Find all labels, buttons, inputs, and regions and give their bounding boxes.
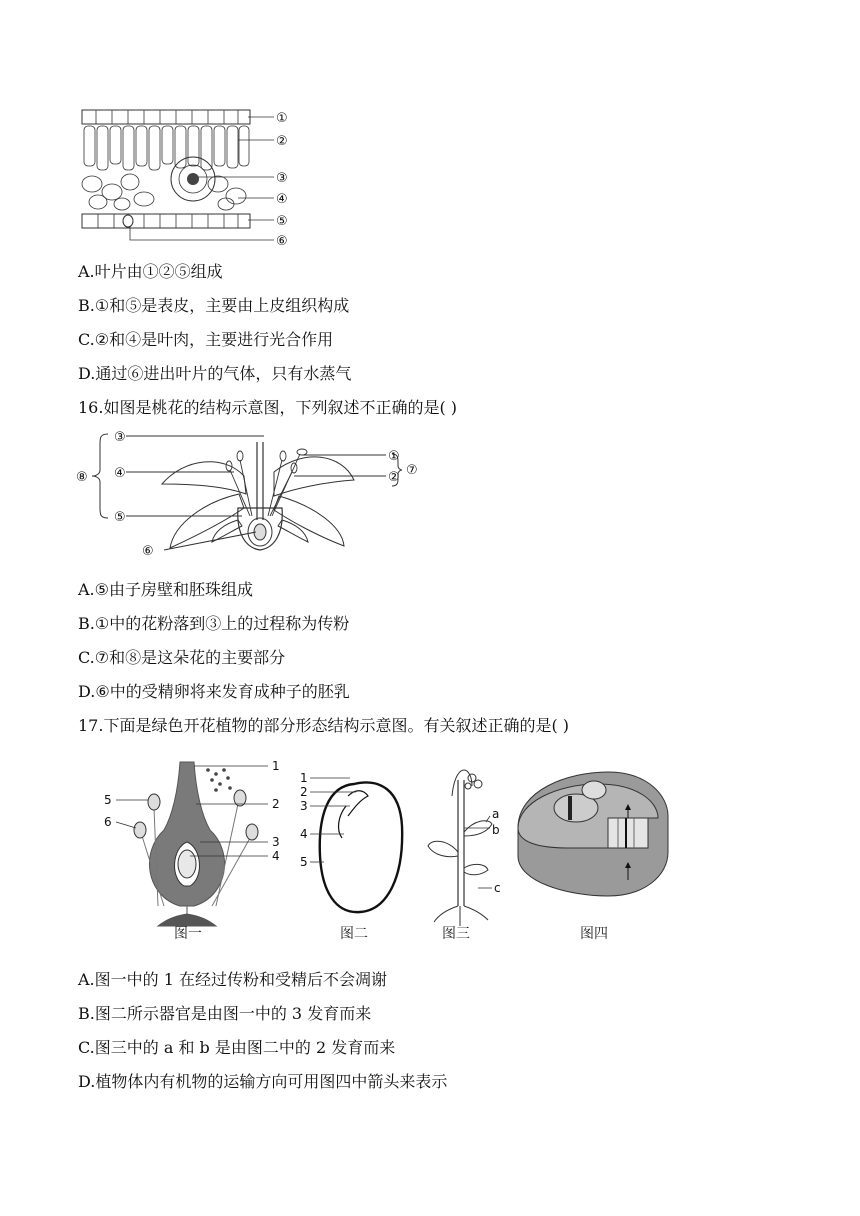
fig3-label-c: c: [494, 881, 501, 895]
fig1-label-3: 3: [272, 835, 280, 849]
q17-option-a: A.图一中的 1 在经过传粉和受精后不会凋谢: [78, 970, 387, 989]
fig4-stem-cutaway: [518, 772, 668, 896]
flower-label-8: ⑧: [76, 470, 88, 485]
q17-option-b: B.图二所示器官是由图一中的 3 发育而来: [78, 1004, 372, 1023]
q16-stem: 16.如图是桃花的结构示意图，下列叙述不正确的是( ): [78, 398, 458, 417]
leaf-label-1: ①: [276, 111, 288, 126]
q16-option-d: D.⑥中的受精卵将来发育成种子的胚乳: [78, 682, 350, 701]
leaf-label-6: ⑥: [276, 234, 288, 249]
flower-label-2: ②: [388, 470, 400, 485]
peach-flower-figure: [74, 424, 444, 566]
fig3-label-a: a: [492, 807, 500, 821]
fig4-caption: 图四: [580, 926, 608, 942]
fig1-label-4: 4: [272, 849, 280, 863]
fig2-caption: 图二: [340, 926, 368, 942]
q16-option-b: B.①中的花粉落到③上的过程称为传粉: [78, 614, 350, 633]
fig2-label-2: 2: [300, 785, 308, 799]
fig2-label-3: 3: [300, 799, 308, 813]
fig1-label-1: 1: [272, 759, 280, 773]
fig1-caption: 图一: [174, 926, 202, 942]
q15-option-d: D.通过⑥进出叶片的气体，只有水蒸气: [78, 364, 352, 383]
flower-label-3: ③: [114, 430, 126, 445]
q15-option-c: C.②和④是叶肉，主要进行光合作用: [78, 330, 334, 349]
fig2-label-5: 5: [300, 855, 308, 869]
fig2-label-4: 4: [300, 827, 308, 841]
fig1-label-6: 6: [104, 815, 112, 829]
q17-option-d: D.植物体内有机物的运输方向可用图四中箭头来表示: [78, 1072, 448, 1091]
leaf-label-2: ②: [276, 134, 288, 149]
fig2-seed: [310, 778, 402, 912]
flower-label-7: ⑦: [406, 463, 418, 478]
leaf-label-3: ③: [276, 171, 288, 186]
q15-option-a: A.叶片由①②⑤组成: [78, 262, 223, 281]
q16-option-c: C.⑦和⑧是这朵花的主要部分: [78, 648, 286, 667]
q17-stem: 17.下面是绿色开花植物的部分形态结构示意图。有关叙述正确的是( ): [78, 716, 570, 735]
fig3-label-b: b: [492, 823, 500, 837]
leaf-label-5: ⑤: [276, 214, 288, 229]
flower-label-1: ①: [388, 449, 400, 464]
plant-structures-figure: [98, 756, 678, 946]
fig1-label-5: 5: [104, 793, 112, 807]
leaf-label-4: ④: [276, 192, 288, 207]
q17-option-c: C.图三中的 a 和 b 是由图二中的 2 发育而来: [78, 1038, 396, 1057]
leaf-cross-section-figure: [78, 104, 308, 252]
flower-label-6: ⑥: [142, 544, 154, 559]
q15-option-b: B.①和⑤是表皮，主要由上皮组织构成: [78, 296, 350, 315]
fig1-pistil: [116, 762, 268, 926]
fig2-label-1: 1: [300, 771, 308, 785]
fig3-seedling: [428, 770, 492, 926]
q16-option-a: A.⑤由子房壁和胚珠组成: [78, 580, 253, 599]
fig3-caption: 图三: [442, 926, 470, 942]
flower-label-5: ⑤: [114, 510, 126, 525]
fig1-label-2: 2: [272, 797, 280, 811]
flower-label-4: ④: [114, 466, 126, 481]
